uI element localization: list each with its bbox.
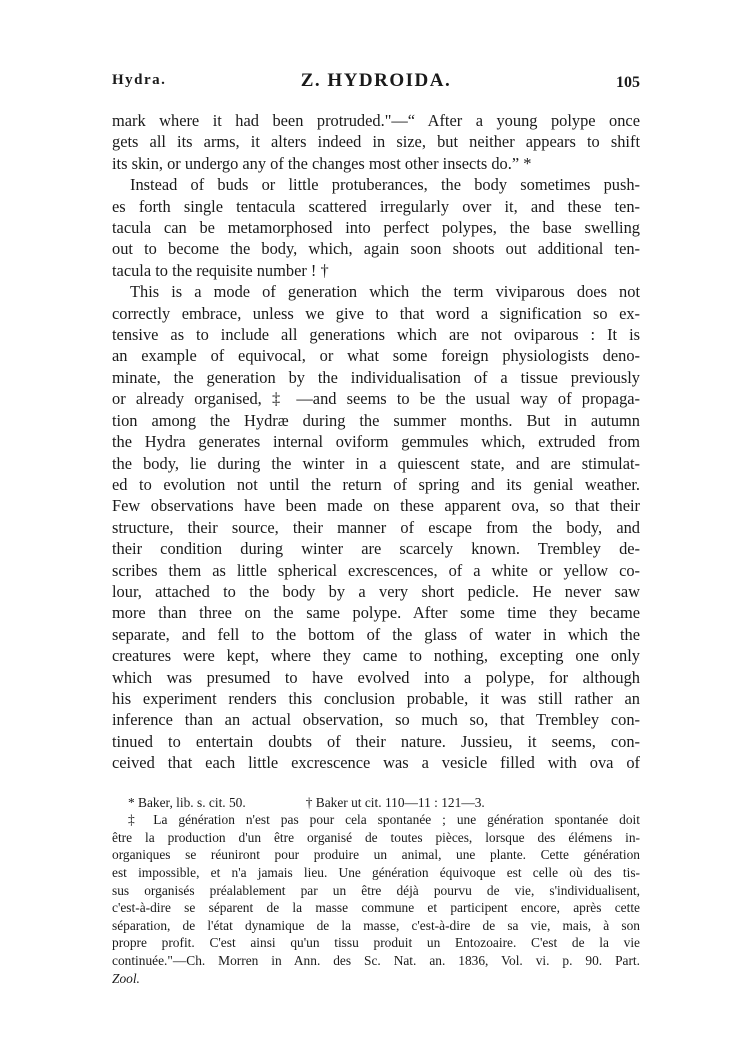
body-line: es forth single tentacula scattered irregularly over it, and these ten-	[112, 196, 640, 216]
body-line: tensive as to include all generations which are not oviparous : It is	[112, 325, 640, 345]
footnote-2: † Baker ut cit. 110—11 : 121—3.	[305, 794, 485, 810]
footnotes	[112, 794, 640, 988]
body-line: its skin, or undergo any of the changes most other insects do.” *	[112, 153, 532, 173]
body-line: which was presumed to have evolved into a polype, for although	[112, 667, 640, 687]
footnote-3-line: organiques se réuniront pour produire un animal, une plante. Cette génération	[112, 847, 640, 863]
running-head: Hydra.	[112, 72, 167, 88]
page-number: 105	[616, 74, 640, 91]
body-line: tacula to the requisite number ! †	[112, 260, 329, 280]
body-line: separate, and fell to the bottom of the glass of water in which the	[112, 624, 640, 644]
page-title: Z. HYDROIDA.	[300, 70, 452, 91]
body-line: their condition during winter are scarcely known. Trembley de-	[112, 539, 640, 559]
body-line: correctly embrace, unless we give to that word a signification so ex-	[112, 303, 640, 323]
footnote-3-line: être la production d'un être organisé de toutes pièces, lorsque des élémens in-	[112, 829, 640, 845]
body-line: his experiment renders this conclusion probable, it was still rather an	[112, 688, 640, 708]
footnote-1: * Baker, lib. s. cit. 50.	[128, 794, 246, 810]
body-line: the Hydra generates internal oviform gemmules which, extruded from	[112, 432, 640, 452]
body-line: an example of equivocal, or what some foreign physiologists deno-	[112, 346, 640, 366]
body-line: tinued to entertain doubts of their nature. Jussieu, it seems, con-	[112, 731, 640, 751]
body-line: out to become the body, which, again soon shoots out additional ten-	[112, 239, 640, 259]
body-line: mark where it had been protruded."—“ After a young polype once	[112, 111, 640, 130]
body-line: minate, the generation by the individualisation of a tissue previously	[112, 367, 640, 387]
body-line: or already organised, ‡ —and seems to be the usual way of propaga-	[112, 389, 640, 409]
body-line: tion among the Hydræ during the summer months. But in autumn	[112, 410, 640, 430]
body-line: the body, lie during the winter in a quiescent state, and are stimulat-	[112, 453, 640, 473]
footnote-3-line: propre profit. C'est ainsi qu'un tissu produit un Entozoaire. C'est de la vie	[112, 935, 640, 951]
body-line: Few observations have been made on these apparent ova, so that their	[112, 496, 640, 516]
body-line: inference than an actual observation, so much so, that Trembley con-	[112, 710, 640, 730]
footnote-3-line: séparation, de l'état dynamique de la masse, c'est-à-dire de sa vie, mais, à son	[112, 917, 640, 933]
body-line: This is a mode of generation which the term viviparous does not	[130, 282, 640, 302]
body-line: ed to evolution not until the return of spring and its genial weather.	[112, 474, 640, 494]
body-text	[112, 110, 640, 774]
footnote-3-line: ‡ La génération n'est pas pour cela spontanée ; une génération spontanée doit	[128, 812, 640, 828]
footnote-3-line: est impossible, et n'a jamais lieu. Une génération équivoque est celle où des tis-	[112, 864, 640, 880]
footnote-3-line: c'est-à-dire se séparent de la masse commune et participent encore, après cette	[112, 900, 640, 916]
body-line: more than three on the same polype. After some time they became	[112, 603, 640, 623]
body-line: gets all its arms, it alters indeed in size, but neither appears to shift	[112, 132, 640, 152]
book-page	[112, 70, 640, 987]
footnote-3-line: continuée."—Ch. Morren in Ann. des Sc. Nat. an. 1836, Vol. vi. p. 90. Part.	[112, 952, 640, 968]
body-line: lour, attached to the body by a very short pedicle. He never saw	[112, 581, 640, 601]
footnote-3-line: Zool.	[112, 970, 140, 986]
page-header	[112, 70, 640, 96]
body-line: Instead of buds or little protuberances, the body sometimes push-	[130, 175, 640, 195]
body-line: ceived that each little excrescence was a vesicle filled with ova of	[112, 753, 640, 773]
body-line: scribes them as little spherical excrescences, of a white or yellow co-	[112, 560, 640, 580]
body-line: structure, their source, their manner of escape from the body, and	[112, 517, 640, 537]
body-line: tacula can be metamorphosed into perfect polypes, the base swelling	[112, 218, 640, 238]
footnote-row	[128, 794, 640, 812]
footnote-3-line: sus organisés préalablement par un être déjà pourvu de vie, s'individualisent,	[112, 882, 640, 898]
body-line: creatures were kept, where they came to nothing, excepting one only	[112, 646, 640, 666]
